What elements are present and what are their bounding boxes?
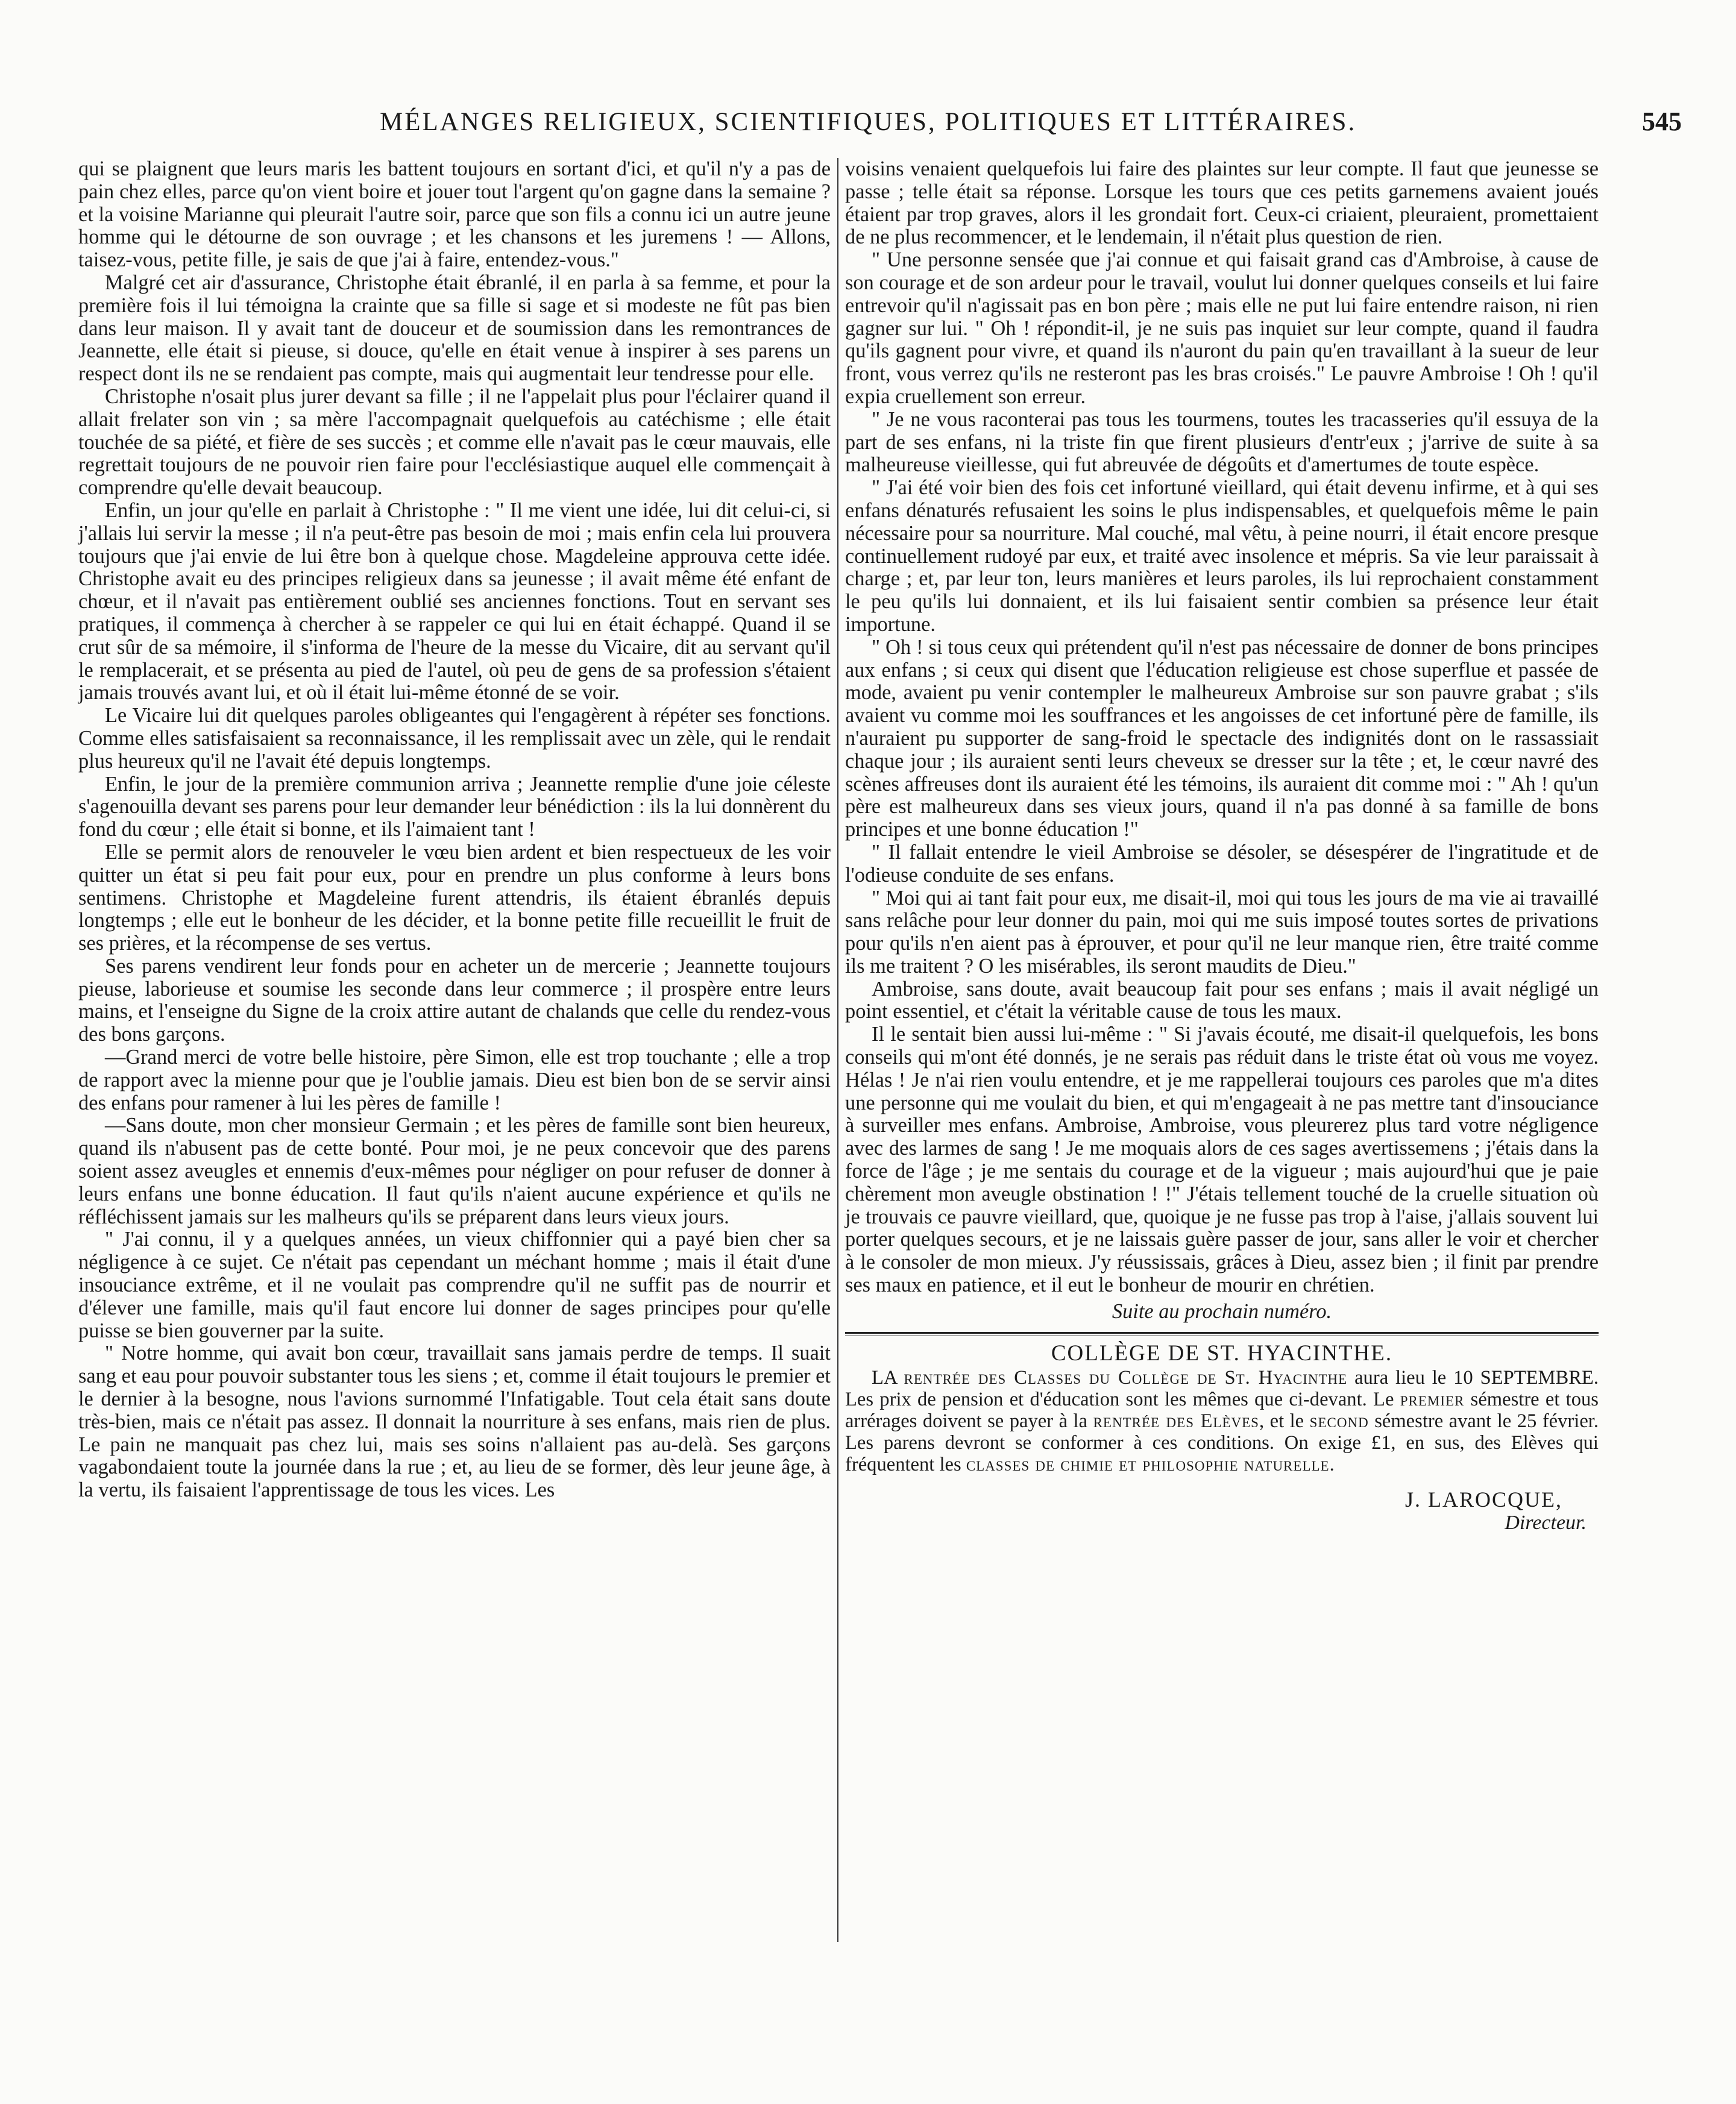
paragraph: Il le sentait bien aussi lui-même : " Si j'avais écouté, me disait-il quelquefois, les bons conseils qui m'ont été donnés, je ne serais pas réduit dans le triste état où vous me voyez. Hélas ! Je n'ai rien voulu entendre, et je me rappellerai toujours ces paroles que m'a dites une personne qui me voulait du bien, et qui m'engageait à ne pas mettre tant d'insouciance à surveiller mes enfans. Ambroise, Ambroise, vous pleurerez plus tard votre négligence avec des larmes de sang ! Je me moquais alors de ces sages avertissemens ; j'étais dans la force de l'âge ; je me sentais du courage et de la vigueur ; mais aujourd'hui que je paie chèrement mon aveugle obstination ! !" J'étais tellement touché de la cruelle situation où je trouvais ce pauvre vieillard, que, quoique je ne fusse pas trop à l'aise, j'allais souvent lui porter quelques secours, et je ne laissais guère passer de jour, sans aller le voir et chercher à le consoler de mon mieux. J'y réussissais, grâces à Dieu, assez bien ; il finit par prendre ses maux en patience, et il eut le bonheur de mourir en chrétien.	[845, 1023, 1599, 1297]
notice-text: classes de chimie et philosophie naturelle.	[966, 1454, 1335, 1476]
notice-signer: J. LAROCQUE,	[1404, 1487, 1562, 1512]
paragraph: " J'ai connu, il y a quelques années, un vieux chiffonnier qui a payé bien cher sa négligence à ce sujet. Ce n'était pas cependant un méchant homme ; mais il était d'une insouciance extrême, et il ne voulait pas comprendre qu'il ne suffit pas de nourrir et d'élever une famille, mais qu'il faut encore lui donner de sages principes pour qu'elle puisse se bien gouverner par la suite.	[78, 1228, 831, 1342]
page-number: 545	[1642, 107, 1682, 136]
paragraph: Enfin, un jour qu'elle en parlait à Christophe : " Il me vient une idée, lui dit celui-ci, si j'allais lui servir la messe ; il n'a peut-être pas besoin de moi ; mais enfin cela lui prouvera toujours que j'ai envie de lui être bon à quelque chose. Magdeleine approuva cette idée. Christophe avait eu des principes religieux dans sa jeunesse ; il avait même été enfant de chœur, et il n'avait pas entièrement oublié ses anciennes fonctions. Tout en servant ses pratiques, il commença à chercher à se rappeler ce qui lui en était échappé. Quand il se crut sûr de sa mémoire, il s'informa de l'heure de la messe du Vicaire, dit au servant qu'il le remplacerait, et se présenta au pied de l'autel, où peu de gens de sa profession s'étaient jamais trouvés avant lui, et où il était lui-même étonné de se voir.	[78, 498, 831, 705]
notice-text: second	[1309, 1410, 1369, 1433]
paragraph: Ses parens vendirent leur fonds pour en acheter un de mercerie ; Jeannette toujours pieuse, laborieuse et soumise les seconde dans leur commerce ; il prospère entre leurs mains, et l'enseigne du Signe de la croix attire autant de chalands que celle du rendez-vous des bons garçons.	[78, 954, 831, 1046]
notice-text: sémestre avant le 25 février. Les parens devront se conformer à ces conditions. On exige £1, en sus, des Elèves qui fréquentent les	[845, 1410, 1599, 1476]
paragraph: Christophe n'osait plus jurer devant sa fille ; il ne l'appelait plus pour l'éclairer quand il allait frelater son vin ; sa mère l'accompagnait quelquefois au catéchisme ; elle était touchée de sa piété, et fière de ses succès ; et comme elle n'avait pas le cœur mauvais, elle regrettait toujours de ne pouvoir rien faire pour l'ecclésiastique auquel elle commençait à comprendre qu'elle devait beaucoup.	[78, 385, 831, 500]
continued-note: Suite au prochain numéro.	[1112, 1299, 1332, 1323]
paragraph: " Oh ! si tous ceux qui prétendent qu'il n'est pas nécessaire de donner de bons principes aux enfans ; si ceux qui disent que l'éducation religieuse est chose superflue et passée de mode, avaient pu venir contempler le malheureux Ambroise sur son pauvre grabat ; s'ils avaient vu comme moi les souffrances et les angoisses de cet infortuné père de famille, ils n'auraient pu supporter de sang-froid le spectacle des indignités dont on le rassassiait chaque jour ; ils auraient senti leurs cheveux se dresser sur la tête ; et, le cœur navré des scènes affreuses dont ils auraient été les témoins, ils auraient dit comme moi : " Ah ! qu'un père est malheureux dans ses vieux jours, quand il n'a pas donné à sa famille de bons principes et une bonne éducation !"	[845, 635, 1599, 841]
notice-text: , et le	[1259, 1410, 1304, 1433]
paragraph: " Moi qui ai tant fait pour eux, me disait-il, moi qui tous les jours de ma vie ai travaillé sans relâche pour leur donner du pain, moi qui me suis imposé toutes sortes de privations pour qu'ils n'en aient pas à éprouver, et pour qu'il ne leur manque rien, être traité comme ils me traitent ? O les misérables, ils seront maudits de Dieu."	[845, 886, 1599, 978]
paragraph: " Il fallait entendre le vieil Ambroise se désoler, se désespérer de l'ingratitude et de l'odieuse conduite de ses enfans.	[845, 840, 1599, 887]
paragraph: " J'ai été voir bien des fois cet infortuné vieillard, qui était devenu infirme, et à qui ses enfans dénaturés refusaient les soins le plus indispensables, et quelquefois même le pain nécessaire pour sa nourriture. Mal couché, mal vêtu, à peine nourri, il était encore presque continuellement rudoyé par eux, et traité avec insolence et mépris. Sa vie leur paraissait à charge ; et, par leur ton, leurs manières et leurs paroles, ils lui reprochaient constamment le peu qu'ils lui donnaient, et ils lui faisaient sentir combien sa présence leur était importune.	[845, 476, 1599, 636]
paragraph: —Grand merci de votre belle histoire, père Simon, elle est trop touchante ; elle a trop de rapport avec la mienne pour que je l'oublie jamais. Dieu est bien bon de se servir ainsi des enfans pour ramener à lui les pères de famille !	[78, 1046, 831, 1114]
notice-text: premier	[1400, 1389, 1465, 1411]
paragraph: Ambroise, sans doute, avait beaucoup fait pour ses enfans ; mais il avait négligé un point essentiel, et c'était la véritable cause de tous les maux.	[845, 977, 1599, 1023]
paragraph: Enfin, le jour de la première communion arriva ; Jeannette remplie d'une joie céleste s'agenouilla devant ses parens pour leur demander leur bénédiction : ils la lui donnèrent du fond du cœur ; elle était si bonne, et ils l'aimaient tant !	[78, 772, 831, 841]
column-divider	[837, 158, 838, 1942]
notice-text: sémestre et tous arrérages doivent se payer à la	[845, 1389, 1599, 1433]
notice-text: aura lieu le 10 SEPTEMBRE. Les prix de pension et d'éducation sont les mêmes que ci-devant. Le	[845, 1367, 1599, 1411]
notice-rule	[845, 1332, 1599, 1336]
paragraph: Elle se permit alors de renouveler le vœu bien ardent et bien respectueux de les voir quitter un état si peu fait pour eux, pour en prendre un plus conforme à leurs bons sentimens. Christophe et Magdeleine furent attendris, ils étaient ébranlés depuis longtemps ; elle eut le bonheur de les décider, et la bonne petite fille recueillit le fruit de ses prières, et la récompense de ses vertus.	[78, 840, 831, 955]
notice-text: rentrée des Classes du Collège de St. Hyacinthe	[904, 1367, 1348, 1389]
notice-title: COLLÈGE DE ST. HYACINTHE.	[1051, 1340, 1393, 1366]
paragraph: " Je ne vous raconterai pas tous les tourmens, toutes les tracasseries qu'il essuya de la part de ses enfans, ni la triste fin que firent plusieurs d'entr'eux ; j'arrive de suite à sa malheureuse vieillesse, qui fut abreuvée de dégoûts et d'amertumes de toute espèce.	[845, 407, 1599, 477]
running-title: MÉLANGES RELIGIEUX, SCIENTIFIQUES, POLITIQUES ET LITTÉRAIRES.	[380, 108, 1357, 136]
paragraph: qui se plaignent que leurs maris les battent toujours en sortant d'ici, et qu'il n'y a pas de pain chez elles, parce qu'on vient boire et jouer tout l'argent qu'on gagne dans la semaine ? et la voisine Marianne qui pleurait l'autre soir, parce que son fils a connu ici un autre jeune homme qui le détourne de son ouvrage ; et les chansons et les juremens ! — Allons, taisez-vous, petite fille, je sais de que j'ai à faire, entendez-vous."	[78, 157, 831, 272]
paragraph: voisins venaient quelquefois lui faire des plaintes sur leur compte. Il faut que jeunesse se passe ; telle était sa réponse. Lorsque les tours que ces petits garnemens avaient joués étaient par trop graves, alors il les grondait fort. Ceux-ci criaient, pleuraient, promettaient de ne plus recommencer, et le lendemain, il n'était plus question de rien.	[845, 157, 1599, 249]
paragraph: " Notre homme, qui avait bon cœur, travaillait sans jamais perdre de temps. Il suait sang et eau pour pouvoir substanter tous les siens ; et, comme il était toujours le premier et le dernier à la besogne, nous l'avions surnommé l'Infatigable. Tout cela était sans doute très-bien, mais ce n'était pas assez. Il donnait la nourriture à ses enfans, mais rien de plus. Le pain ne manquait pas chez lui, mais ses soins n'allaient pas au-delà. Ses garçons vagabondaient toute la journée dans la rue ; et, au lieu de se former, dès leur jeune âge, à la vertu, ils faisaient l'apprentissage de tous les vices. Les	[78, 1342, 831, 1502]
page-header	[78, 96, 1682, 145]
notice-text: rentrée des Elèves	[1093, 1410, 1259, 1433]
left-column	[78, 158, 831, 1502]
notice-lead: LA	[872, 1367, 897, 1389]
paragraph: Malgré cet air d'assurance, Christophe était ébranlé, il en parla à sa femme, et pour la première fois il lui témoigna la crainte que sa fille si sage et si modeste ne fût pas bien dans leur maison. Il y avait tant de douceur et de soumission dans les remontrances de Jeannette, elle était si pieuse, si douce, qu'elle en était venue à inspirer à ses parens un respect dont ils ne se rendaient pas compte, mais qui augmentait leur tendresse pour elle.	[78, 271, 831, 386]
notice-signer-title: Directeur.	[1505, 1512, 1587, 1534]
paragraph: —Sans doute, mon cher monsieur Germain ; et les pères de famille sont bien heureux, quand ils n'abusent pas de cette bonté. Pour moi, je ne peux concevoir que des parens soient assez aveugles et ennemis d'eux-mêmes pour négliger on pour refuser de donner à leurs enfans une bonne éducation. Il faut qu'ils n'aient aucune expérience et qu'ils ne réfléchissent jamais sur les malheurs qu'ils se préparent dans leurs vieux jours.	[78, 1114, 831, 1228]
college-notice	[845, 1342, 1599, 1534]
right-column	[845, 158, 1599, 1534]
notice-body	[845, 1367, 1599, 1475]
paragraph: Le Vicaire lui dit quelques paroles obligeantes qui l'engagèrent à répéter ses fonctions. Comme elles satisfaisaient sa reconnaissance, il les remplissait avec un zèle, qui le rendait plus heureux qu'il ne l'avait été depuis longtemps.	[78, 704, 831, 773]
paragraph: " Une personne sensée que j'ai connue et qui faisait grand cas d'Ambroise, à cause de son courage et de son ardeur pour le travail, voulut lui donner quelques conseils et lui faire entrevoir qu'il n'agissait pas en bon père ; mais elle ne put lui faire entendre raison, ni rien gagner sur lui. " Oh ! répondit-il, je ne suis pas inquiet sur leur compte, quand il faudra qu'ils gagnent pour vivre, et quand ils n'auront du pain qu'en travaillant à la sueur de leur front, vous verrez qu'ils ne resteront pas les bras croisés." Le pauvre Ambroise ! Oh ! qu'il expia cruellement son erreur.	[845, 248, 1599, 408]
